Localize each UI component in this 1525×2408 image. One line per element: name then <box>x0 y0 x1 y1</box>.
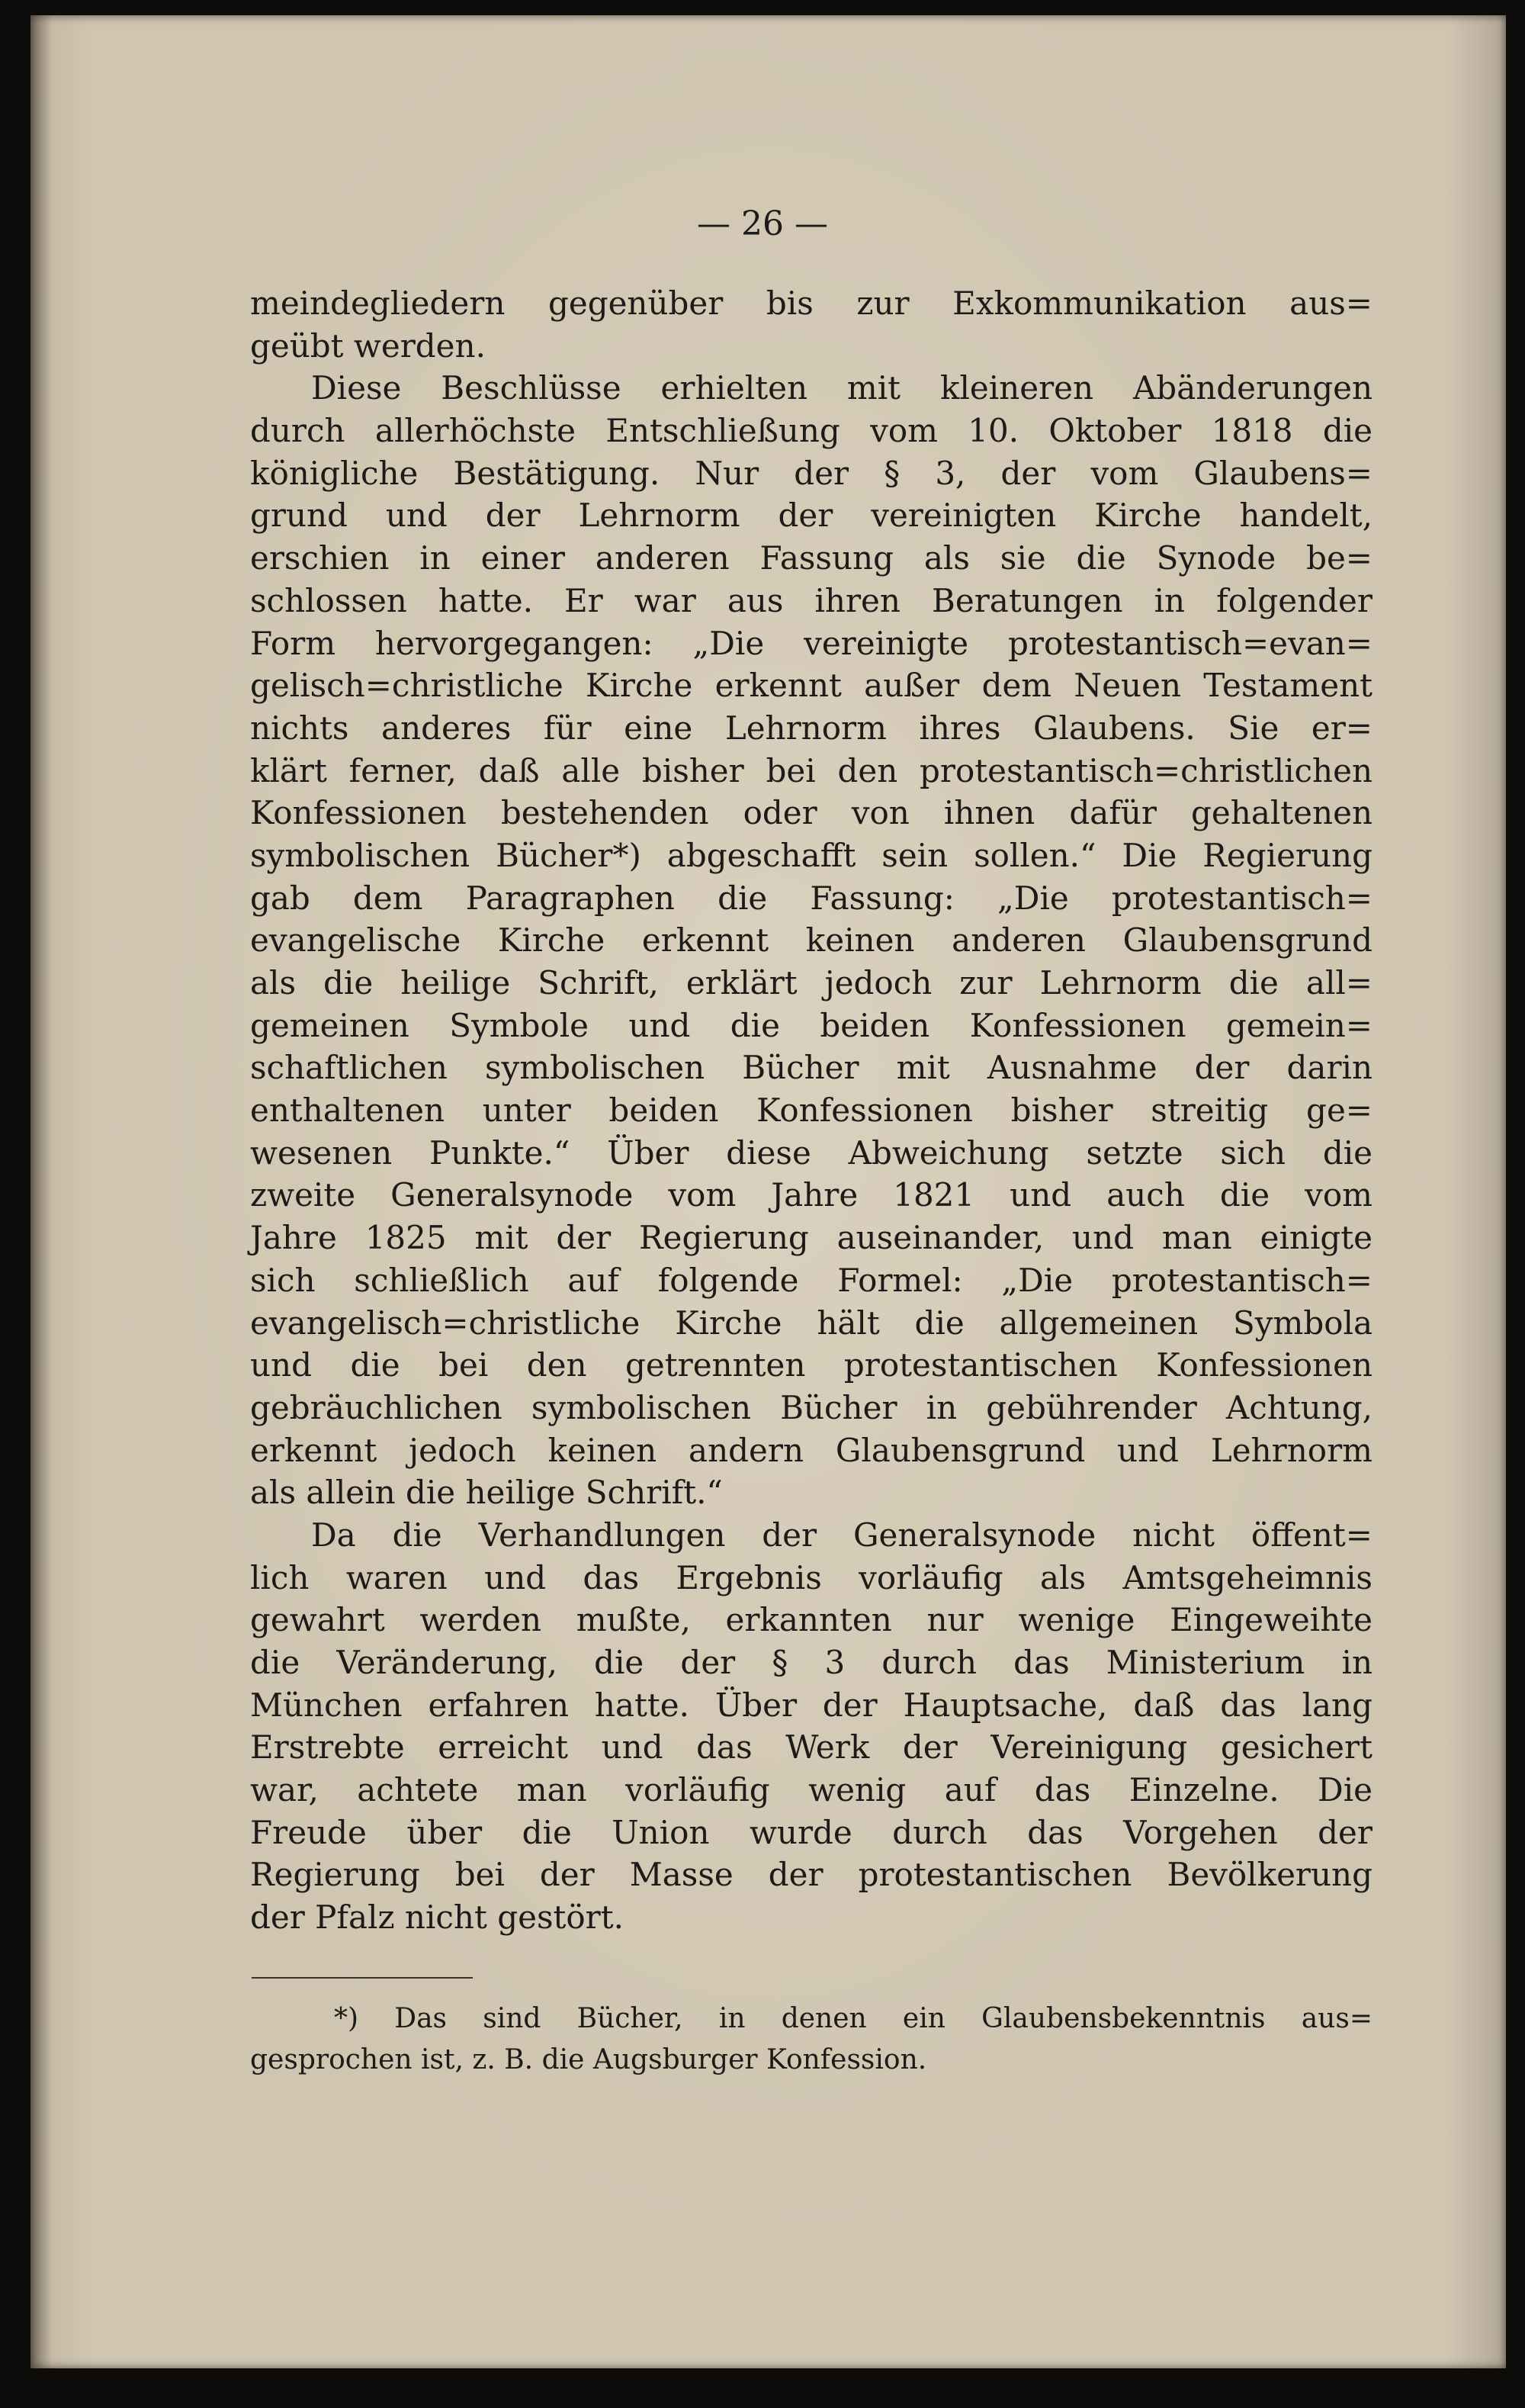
text-line: Jahre 1825 mit der Regierung auseinander, und man einigte <box>250 1219 1372 1257</box>
text-line: gelisch=christliche Kirche erkennt außer dem Neuen Testament <box>250 667 1372 705</box>
text-line: Form hervorgegangen: „Die vereinigte protestantisch=evan= <box>250 624 1372 662</box>
text-line: geübt werden. <box>250 326 486 365</box>
text-line: evangelisch=christliche Kirche hält die allgemeinen Symbola <box>250 1304 1372 1342</box>
text-line: sich schließlich auf folgende Formel: „Die protestantisch= <box>250 1261 1372 1299</box>
body-text <box>250 282 1372 1939</box>
text-line: zweite Generalsynode vom Jahre 1821 und auch die vom <box>250 1176 1372 1214</box>
spine-shadow <box>30 15 52 2368</box>
text-line: wesenen Punkte.“ Über diese Abweichung setzte sich die <box>250 1133 1372 1172</box>
text-line: Da die Verhandlungen der Generalsynode nicht öffent= <box>311 1516 1372 1554</box>
text-line: der Pfalz nicht gestört. <box>250 1898 624 1937</box>
text-line: gebräuchlichen symbolischen Bücher in gebührender Achtung, <box>250 1388 1372 1426</box>
text-line: grund und der Lehrnorm der vereinigten Kirche handelt, <box>250 497 1372 535</box>
text-line: gab dem Paragraphen die Fassung: „Die protestantisch= <box>250 879 1372 917</box>
text-line: die Veränderung, die der § 3 durch das Ministerium in <box>250 1644 1372 1681</box>
text-line: durch allerhöchste Entschließung vom 10. Oktober 1818 die <box>250 412 1372 450</box>
text-line: München erfahren hatte. Über der Hauptsache, daß das lang <box>250 1686 1372 1724</box>
text-line: symbolischen Bücher*) abgeschafft sein sollen.“ Die Regierung <box>250 836 1372 874</box>
text-line: Konfessionen bestehenden oder von ihnen dafür gehaltenen <box>250 794 1372 832</box>
text-line: gemeinen Symbole und die beiden Konfessionen gemein= <box>250 1006 1372 1044</box>
text-line: und die bei den getrennten protestantischen Konfessionen <box>250 1346 1372 1384</box>
text-line: Diese Beschlüsse erhielten mit kleineren Abänderungen <box>311 369 1372 407</box>
footnote-line: *) Das sind Bücher, in denen ein Glaubensbekenntnis aus= <box>334 2003 1372 2034</box>
text-line: schaftlichen symbolischen Bücher mit Ausnahme der darin <box>250 1049 1372 1087</box>
text-line: nichts anderes für eine Lehrnorm ihres Glaubens. Sie er= <box>250 709 1372 747</box>
text-line: erkennt jedoch keinen andern Glaubensgrund und Lehrnorm <box>250 1431 1372 1469</box>
text-line: als allein die heilige Schrift.“ <box>250 1474 723 1512</box>
text-line: königliche Bestätigung. Nur der § 3, der vom Glaubens= <box>250 454 1372 492</box>
text-line: als die heilige Schrift, erklärt jedoch zur Lehrnorm die all= <box>250 964 1372 1001</box>
text-line: schlossen hatte. Er war aus ihren Beratungen in folgender <box>250 581 1372 619</box>
footnote-line: gesprochen ist, z. B. die Augsburger Konfession. <box>250 2044 927 2075</box>
text-line: lich waren und das Ergebnis vorläufig als Amtsgeheimnis <box>250 1558 1372 1596</box>
text-line: enthaltenen unter beiden Konfessionen bisher streitig ge= <box>250 1091 1372 1130</box>
text-line: Regierung bei der Masse der protestantischen Bevölkerung <box>250 1856 1372 1894</box>
text-line: erschien in einer anderen Fassung als sie die Synode be= <box>250 539 1372 577</box>
text-line: meindegliedern gegenüber bis zur Exkommunikation aus= <box>250 285 1372 322</box>
text-line: Freude über die Union wurde durch das Vorgehen der <box>250 1813 1372 1851</box>
text-line: klärt ferner, daß alle bisher bei den protestantisch=christlichen <box>250 751 1372 789</box>
footnote <box>250 1998 1372 2081</box>
page-number-header: — 26 — <box>697 204 828 243</box>
text-line: gewahrt werden mußte, erkannten nur wenige Eingeweihte <box>250 1601 1372 1639</box>
footnote-separator <box>252 1977 473 1979</box>
text-line: Erstrebte erreicht und das Werk der Vereinigung gesichert <box>250 1728 1372 1767</box>
text-line: war, achtete man vorläufig wenig auf das Einzelne. Die <box>250 1771 1372 1809</box>
text-line: evangelische Kirche erkennt keinen anderen Glaubensgrund <box>250 921 1372 960</box>
